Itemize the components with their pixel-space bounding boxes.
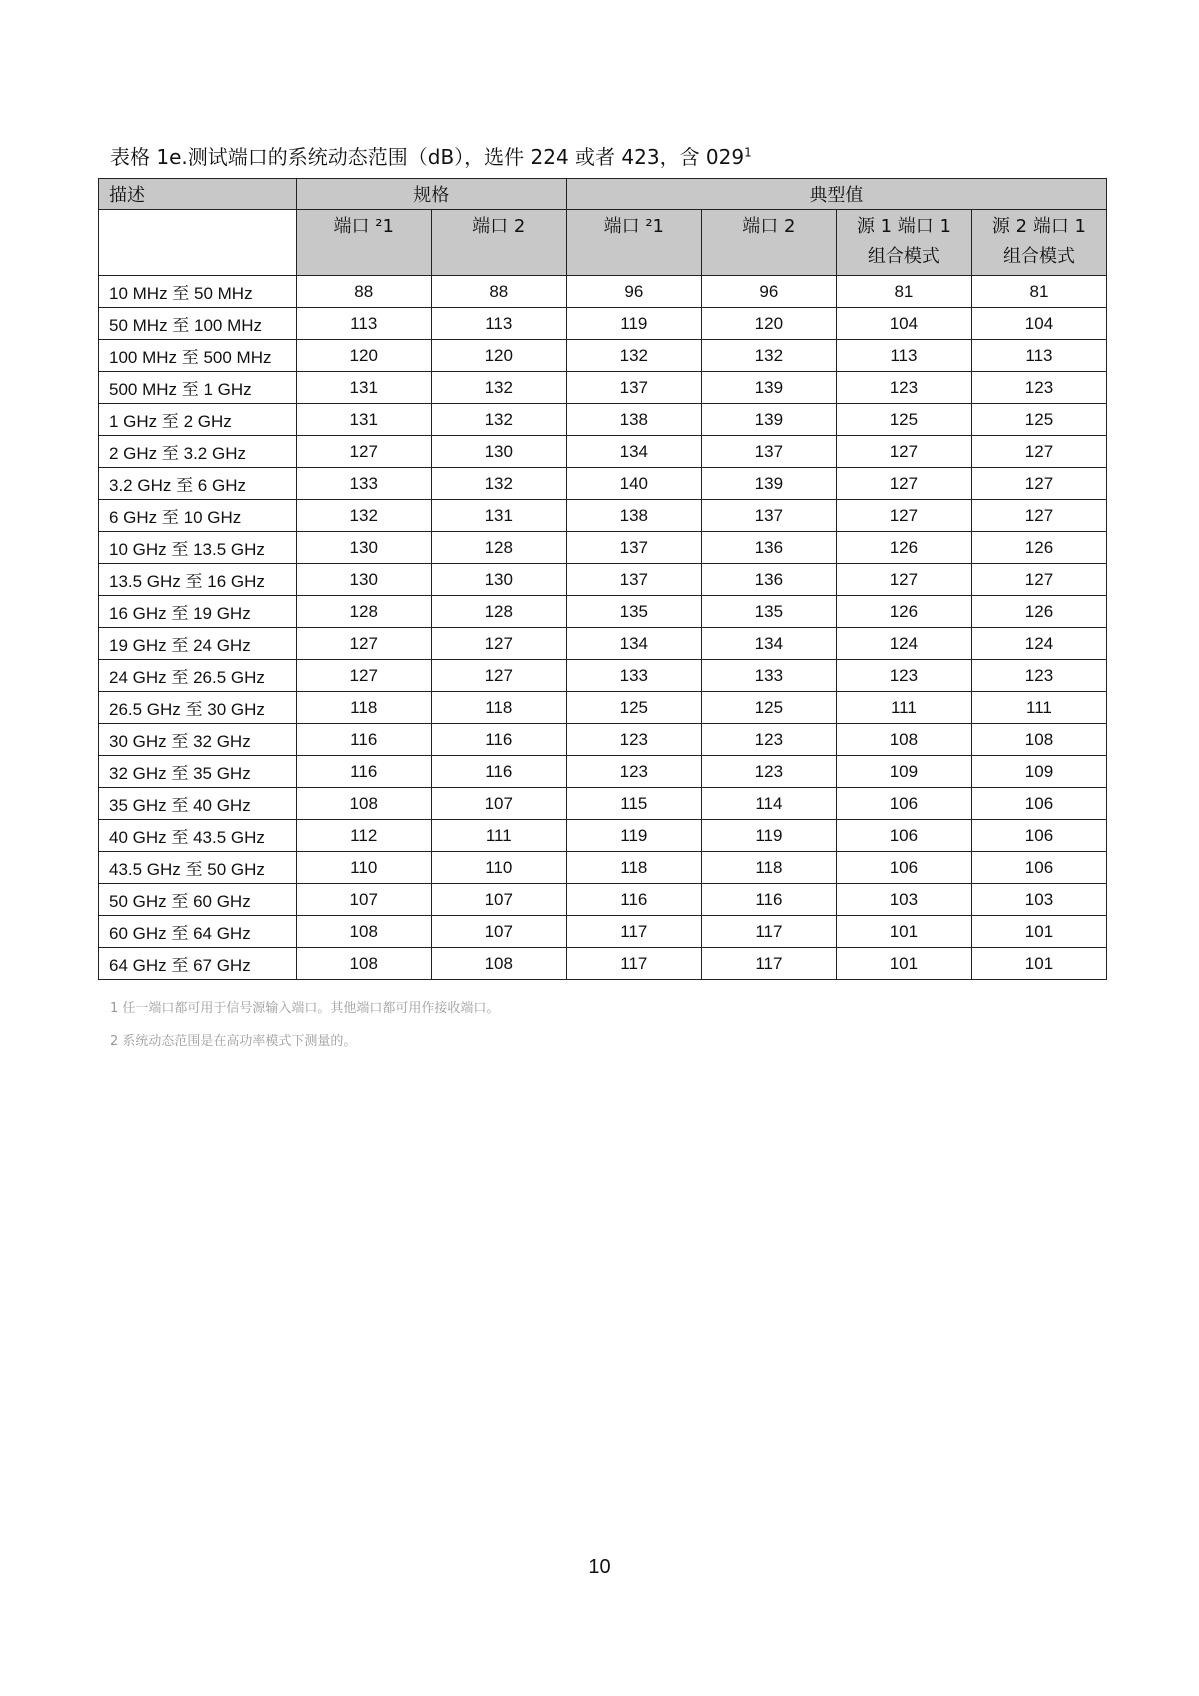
header-sub-col-6 (971, 210, 1106, 276)
table-row (99, 724, 1107, 756)
row-value: 123 (836, 372, 971, 404)
row-value: 127 (296, 628, 431, 660)
row-value: 110 (296, 852, 431, 884)
row-value: 139 (701, 372, 836, 404)
row-value: 133 (566, 660, 701, 692)
row-value: 115 (566, 788, 701, 820)
row-value: 140 (566, 468, 701, 500)
row-value: 114 (701, 788, 836, 820)
row-value: 117 (566, 948, 701, 980)
row-value: 88 (296, 276, 431, 308)
row-value: 107 (431, 884, 566, 916)
row-value: 113 (836, 340, 971, 372)
row-value: 130 (296, 564, 431, 596)
row-value: 113 (971, 340, 1106, 372)
row-value: 127 (971, 564, 1106, 596)
row-value: 137 (701, 500, 836, 532)
header-sub-line2: 组合模式 (867, 246, 940, 267)
row-desc: 3.2 GHz 至 6 GHz (99, 468, 297, 500)
header-sub-col-5 (836, 210, 971, 276)
row-value: 119 (566, 820, 701, 852)
table-row (99, 660, 1107, 692)
table-row (99, 564, 1107, 596)
row-value: 127 (296, 660, 431, 692)
row-desc: 40 GHz 至 43.5 GHz (99, 820, 297, 852)
row-value: 104 (836, 308, 971, 340)
header-sub-col-4 (701, 210, 836, 276)
caption-footnote-ref: 1 (744, 145, 752, 160)
header-typical: 典型值 (566, 179, 1106, 210)
row-desc: 64 GHz 至 67 GHz (99, 948, 297, 980)
row-desc: 10 MHz 至 50 MHz (99, 276, 297, 308)
row-value: 116 (701, 884, 836, 916)
table-row (99, 340, 1107, 372)
row-value: 127 (431, 628, 566, 660)
row-value: 117 (566, 916, 701, 948)
row-value: 106 (971, 788, 1106, 820)
row-value: 120 (431, 340, 566, 372)
table-caption (110, 144, 752, 170)
row-value: 131 (431, 500, 566, 532)
row-value: 132 (701, 340, 836, 372)
footnote-1: 1 任一端口都可用于信号源输入端口。其他端口都可用作接收端口。 (110, 1001, 500, 1016)
table-row (99, 916, 1107, 948)
row-value: 113 (296, 308, 431, 340)
row-value: 96 (701, 276, 836, 308)
row-value: 133 (296, 468, 431, 500)
row-desc: 43.5 GHz 至 50 GHz (99, 852, 297, 884)
row-value: 134 (566, 436, 701, 468)
row-value: 103 (836, 884, 971, 916)
row-desc: 35 GHz 至 40 GHz (99, 788, 297, 820)
table-row (99, 372, 1107, 404)
row-value: 138 (566, 500, 701, 532)
row-value: 116 (566, 884, 701, 916)
row-value: 132 (431, 372, 566, 404)
row-value: 120 (701, 308, 836, 340)
table-row (99, 820, 1107, 852)
row-desc: 1 GHz 至 2 GHz (99, 404, 297, 436)
caption-text: 表格 1e.测试端口的系统动态范围（dB），选件 224 或者 423，含 029 (110, 145, 745, 169)
row-desc: 30 GHz 至 32 GHz (99, 724, 297, 756)
table-row (99, 948, 1107, 980)
row-value: 124 (971, 628, 1106, 660)
row-value: 131 (296, 372, 431, 404)
row-desc: 60 GHz 至 64 GHz (99, 916, 297, 948)
header-desc-blank (99, 210, 297, 276)
row-value: 134 (701, 628, 836, 660)
row-value: 139 (701, 468, 836, 500)
row-value: 127 (836, 468, 971, 500)
row-value: 135 (566, 596, 701, 628)
row-desc: 24 GHz 至 26.5 GHz (99, 660, 297, 692)
row-value: 108 (296, 788, 431, 820)
row-value: 123 (701, 724, 836, 756)
row-desc: 50 MHz 至 100 MHz (99, 308, 297, 340)
row-value: 96 (566, 276, 701, 308)
row-value: 108 (971, 724, 1106, 756)
row-value: 127 (836, 500, 971, 532)
table-row (99, 276, 1107, 308)
row-value: 106 (971, 820, 1106, 852)
row-value: 120 (296, 340, 431, 372)
row-value: 133 (701, 660, 836, 692)
header-sub-line1: 端口 ²1 (333, 216, 394, 237)
table-row (99, 596, 1107, 628)
row-value: 111 (431, 820, 566, 852)
row-value: 132 (431, 404, 566, 436)
row-value: 127 (971, 436, 1106, 468)
header-sub-col-1 (296, 210, 431, 276)
row-value: 134 (566, 628, 701, 660)
row-value: 81 (836, 276, 971, 308)
row-value: 111 (971, 692, 1106, 724)
row-value: 136 (701, 532, 836, 564)
header-spec: 规格 (296, 179, 566, 210)
row-value: 124 (836, 628, 971, 660)
row-value: 81 (971, 276, 1106, 308)
row-desc: 32 GHz 至 35 GHz (99, 756, 297, 788)
row-value: 128 (431, 532, 566, 564)
row-value: 88 (431, 276, 566, 308)
row-value: 125 (836, 404, 971, 436)
row-value: 106 (836, 820, 971, 852)
row-desc: 6 GHz 至 10 GHz (99, 500, 297, 532)
row-value: 123 (566, 724, 701, 756)
row-value: 125 (971, 404, 1106, 436)
table-header (99, 179, 1107, 276)
header-desc: 描述 (99, 179, 297, 210)
row-value: 123 (971, 372, 1106, 404)
row-value: 132 (296, 500, 431, 532)
row-value: 123 (566, 756, 701, 788)
row-value: 106 (836, 852, 971, 884)
table-row (99, 468, 1107, 500)
row-desc: 2 GHz 至 3.2 GHz (99, 436, 297, 468)
row-value: 107 (431, 788, 566, 820)
row-value: 128 (296, 596, 431, 628)
header-sub-line1: 源 1 端口 1 (856, 216, 951, 237)
header-sub-col-2 (431, 210, 566, 276)
row-value: 107 (431, 916, 566, 948)
row-value: 135 (701, 596, 836, 628)
row-value: 136 (701, 564, 836, 596)
row-value: 126 (836, 596, 971, 628)
table-row (99, 884, 1107, 916)
row-value: 116 (431, 724, 566, 756)
row-value: 127 (431, 660, 566, 692)
row-value: 109 (971, 756, 1106, 788)
row-value: 101 (971, 916, 1106, 948)
table-row (99, 692, 1107, 724)
row-value: 127 (836, 436, 971, 468)
table-row (99, 500, 1107, 532)
header-sub-line2: 组合模式 (1002, 246, 1075, 267)
row-desc: 26.5 GHz 至 30 GHz (99, 692, 297, 724)
row-value: 125 (566, 692, 701, 724)
row-value: 111 (836, 692, 971, 724)
row-desc: 10 GHz 至 13.5 GHz (99, 532, 297, 564)
row-value: 123 (836, 660, 971, 692)
header-sub-line1: 端口 2 (472, 216, 526, 237)
row-value: 127 (971, 500, 1106, 532)
row-value: 116 (431, 756, 566, 788)
row-value: 128 (431, 596, 566, 628)
row-value: 126 (836, 532, 971, 564)
row-value: 130 (431, 436, 566, 468)
row-value: 118 (296, 692, 431, 724)
table-row (99, 628, 1107, 660)
footnote-2: 2 系统动态范围是在高功率模式下测量的。 (110, 1034, 357, 1049)
table-row (99, 436, 1107, 468)
row-value: 101 (836, 948, 971, 980)
header-sub-line1: 端口 2 (742, 216, 796, 237)
row-value: 116 (296, 724, 431, 756)
row-value: 127 (971, 468, 1106, 500)
table-row (99, 404, 1107, 436)
table-row (99, 756, 1107, 788)
row-value: 117 (701, 948, 836, 980)
row-value: 130 (431, 564, 566, 596)
row-value: 139 (701, 404, 836, 436)
row-value: 137 (566, 372, 701, 404)
row-desc: 100 MHz 至 500 MHz (99, 340, 297, 372)
row-value: 126 (971, 532, 1106, 564)
table-row (99, 788, 1107, 820)
row-value: 138 (566, 404, 701, 436)
table-row (99, 532, 1107, 564)
header-sub-line1: 源 2 端口 1 (991, 216, 1086, 237)
row-value: 123 (701, 756, 836, 788)
header-sub-line1: 端口 ²1 (603, 216, 665, 237)
row-value: 101 (971, 948, 1106, 980)
row-value: 108 (836, 724, 971, 756)
row-value: 119 (701, 820, 836, 852)
row-value: 127 (296, 436, 431, 468)
header-sub-col-3 (566, 210, 701, 276)
header-row-top (99, 179, 1107, 210)
row-value: 108 (296, 948, 431, 980)
row-value: 118 (701, 852, 836, 884)
row-value: 132 (431, 468, 566, 500)
row-value: 106 (971, 852, 1106, 884)
row-value: 107 (296, 884, 431, 916)
row-value: 119 (566, 308, 701, 340)
row-desc: 50 GHz 至 60 GHz (99, 884, 297, 916)
row-value: 117 (701, 916, 836, 948)
row-value: 126 (971, 596, 1106, 628)
header-row-sub (99, 210, 1107, 276)
row-value: 118 (431, 692, 566, 724)
row-value: 108 (431, 948, 566, 980)
row-desc: 19 GHz 至 24 GHz (99, 628, 297, 660)
row-value: 112 (296, 820, 431, 852)
table-body (99, 276, 1107, 980)
page-number: 10 (588, 1556, 611, 1578)
row-value: 125 (701, 692, 836, 724)
row-value: 137 (566, 564, 701, 596)
row-value: 132 (566, 340, 701, 372)
row-value: 123 (971, 660, 1106, 692)
row-value: 113 (431, 308, 566, 340)
row-value: 106 (836, 788, 971, 820)
row-value: 109 (836, 756, 971, 788)
table-row (99, 852, 1107, 884)
row-value: 137 (701, 436, 836, 468)
row-value: 137 (566, 532, 701, 564)
row-value: 104 (971, 308, 1106, 340)
row-desc: 13.5 GHz 至 16 GHz (99, 564, 297, 596)
row-desc: 16 GHz 至 19 GHz (99, 596, 297, 628)
row-value: 110 (431, 852, 566, 884)
row-value: 131 (296, 404, 431, 436)
row-value: 118 (566, 852, 701, 884)
row-desc: 500 MHz 至 1 GHz (99, 372, 297, 404)
row-value: 127 (836, 564, 971, 596)
row-value: 101 (836, 916, 971, 948)
dynamic-range-table (98, 178, 1107, 980)
row-value: 130 (296, 532, 431, 564)
table-row (99, 308, 1107, 340)
row-value: 116 (296, 756, 431, 788)
row-value: 103 (971, 884, 1106, 916)
row-value: 108 (296, 916, 431, 948)
